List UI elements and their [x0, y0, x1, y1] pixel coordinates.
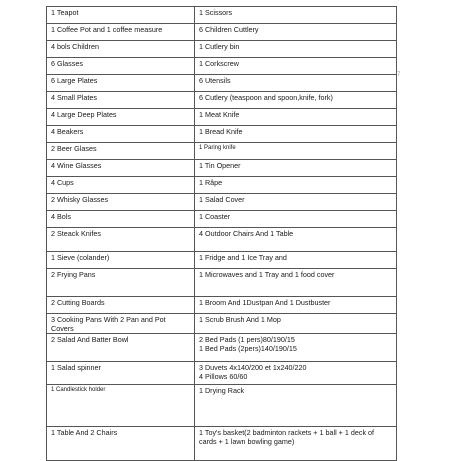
item-right-cell: 1 Drying Rack: [195, 385, 397, 427]
item-right-cell: 1 Scissors: [195, 7, 397, 24]
item-right-cell: 6 Children Cuttlery: [195, 24, 397, 41]
item-right-cell: 1 Toy's basket(2 badminton rackets + 1 ball + 1 deck of cards + 1 lawn bowling game): [195, 427, 397, 461]
item-left-cell: 4 Beakers: [47, 126, 195, 143]
item-left-cell: 1 Salad spinner: [47, 362, 195, 385]
table-row: [47, 126, 397, 143]
item-left-cell: 4 Small Plates: [47, 92, 195, 109]
item-right-cell: 4 Outdoor Chairs And 1 Table: [195, 228, 397, 252]
item-left-cell: 1 Coffee Pot and 1 coffee measure: [47, 24, 195, 41]
table-row: [47, 109, 397, 126]
table-row: [47, 41, 397, 58]
margin-mark: 7: [397, 72, 401, 78]
item-right-cell: 1 Cutlery bin: [195, 41, 397, 58]
table-row: [47, 385, 397, 427]
table-row: [47, 269, 397, 297]
table-row: [47, 160, 397, 177]
table-row: [47, 252, 397, 269]
item-left-cell: 1 Sieve (colander): [47, 252, 195, 269]
item-right-cell: 2 Bed Pads (1 pers)80/190/15 1 Bed Pads (2pers)140/190/15: [195, 334, 397, 362]
item-right-cell: 1 Meat Knife: [195, 109, 397, 126]
item-left-cell: 2 Frying Pans: [47, 269, 195, 297]
item-right-cell: 1 Scrub Brush And 1 Mop: [195, 314, 397, 334]
table-row: [47, 7, 397, 24]
table-row: [47, 92, 397, 109]
item-right-cell: 1 Corkscrew: [195, 58, 397, 75]
item-left-cell: 2 Whisky Glasses: [47, 194, 195, 211]
table-row: [47, 362, 397, 385]
item-right-cell: 3 Duvets 4x140/200 et 1x240/220 4 Pillows 60/60: [195, 362, 397, 385]
inventory-table: [46, 6, 397, 461]
item-left-cell: 2 Cutting Boards: [47, 297, 195, 314]
table-row: [47, 297, 397, 314]
table-row: [47, 314, 397, 334]
item-left-cell: 4 Wine Glasses: [47, 160, 195, 177]
item-right-cell: 1 Broom And 1Dustpan And 1 Dustbuster: [195, 297, 397, 314]
item-left-cell: 2 Salad And Batter Bowl: [47, 334, 195, 362]
item-left-cell: 4 Large Deep Plates: [47, 109, 195, 126]
item-left-cell: 4 bols Children: [47, 41, 195, 58]
item-right-cell: 1 Râpe: [195, 177, 397, 194]
item-left-cell: 4 Bols: [47, 211, 195, 228]
item-right-cell: 1 Fridge and 1 Ice Tray and: [195, 252, 397, 269]
item-right-cell: 1 Microwaves and 1 Tray and 1 food cover: [195, 269, 397, 297]
table-row: [47, 75, 397, 92]
table-row: [47, 177, 397, 194]
inventory-table-body: [47, 7, 397, 461]
table-row: [47, 427, 397, 461]
item-left-cell: 2 Beer Glases: [47, 143, 195, 160]
item-left-cell: 1 Candlestick holder: [47, 385, 195, 427]
item-left-cell: 4 Cups: [47, 177, 195, 194]
item-right-cell: 1 Salad Cover: [195, 194, 397, 211]
item-left-cell: 2 Steack Knifes: [47, 228, 195, 252]
item-left-cell: 3 Cooking Pans With 2 Pan and Pot Covers: [47, 314, 195, 334]
table-row: [47, 194, 397, 211]
item-right-cell: 1 Paring knife: [195, 143, 397, 160]
item-left-cell: 1 Table And 2 Chairs: [47, 427, 195, 461]
item-right-cell: 1 Bread Knife: [195, 126, 397, 143]
table-row: [47, 211, 397, 228]
table-row: [47, 334, 397, 362]
item-right-cell: 1 Coaster: [195, 211, 397, 228]
item-right-cell: 6 Cutlery (teaspoon and spoon,knife, fork): [195, 92, 397, 109]
table-row: [47, 228, 397, 252]
item-left-cell: 1 Teapot: [47, 7, 195, 24]
item-left-cell: 6 Large Plates: [47, 75, 195, 92]
table-row: [47, 24, 397, 41]
item-right-cell: 1 Tin Opener: [195, 160, 397, 177]
item-right-cell: 6 Utensils: [195, 75, 397, 92]
item-left-cell: 6 Glasses: [47, 58, 195, 75]
table-row: [47, 143, 397, 160]
table-row: [47, 58, 397, 75]
